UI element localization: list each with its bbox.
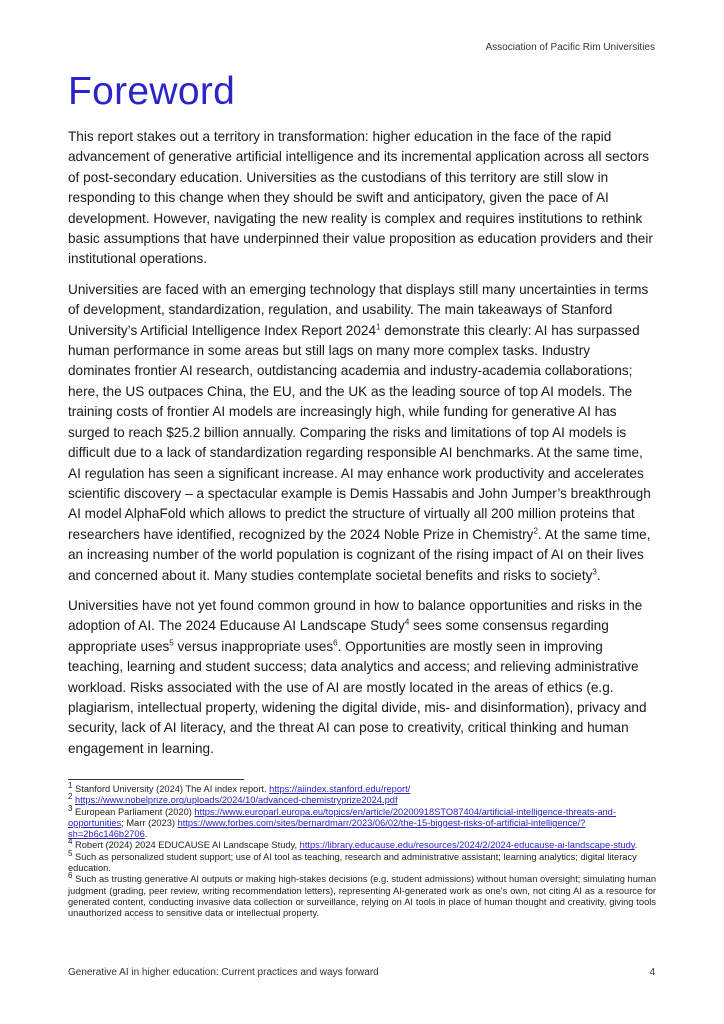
footnote-ref-1[interactable]: 1 [376, 322, 381, 332]
footnote-2: $^2$ https://www.nobelprize.org/uploads/2024/10/advanced-chemistryprize2024.pdf [68, 792, 398, 806]
footnote-divider [68, 779, 244, 780]
body-text [68, 127, 656, 769]
footnote-ref-6[interactable]: 6 [333, 638, 338, 648]
footnotes [68, 780, 656, 920]
paragraph-2-text-d: . [596, 567, 601, 583]
footnote-1-link[interactable]: https://aiindex.stanford.edu/report/ [269, 784, 411, 794]
footnote-3: $^3$ European Parliament (2020) https://www.europarl.europa.eu/topics/en/article/20200918STO87404/artificial-intelligence-threats-and-opportunities; Marr (2023) https://www.forbes.com/sites/bernardmarr/2023/06/02/the-15-biggest-risks-of-artificial-intelligence/?sh=2b6c146b2706. [68, 803, 616, 840]
paragraph-2-text-c: . At the same time, an increasing number of the world population is cognizant of the rising impact of AI on their lives and concerned about it. Many studies contemplate societal benefits and risks to society [68, 526, 651, 583]
footnote-2-link[interactable]: https://www.nobelprize.org/uploads/2024/10/advanced-chemistryprize2024.pdf [75, 795, 398, 806]
footnote-ref-4[interactable]: 4 [404, 617, 410, 627]
footnote-3-link-1[interactable]: https://www.europarl.europa.eu/topics/en/article/20200918STO87404/artificial-intelligence-threats-and-opportunities [68, 806, 616, 828]
footnote-ref-2[interactable]: 2 [533, 526, 538, 536]
paragraph-3-text-c: versus inappropriate uses [173, 638, 334, 654]
footer-report-title: Generative AI in higher education: Current practices and ways forward [68, 967, 379, 978]
page-title: Foreword [68, 70, 236, 113]
paragraph-3-text-d: . Opportunities are mostly seen in improving teaching, learning and student success; data analytics and access; and relieving administrative workload. Risks associated with the use of AI are mostly located in the areas of ethics (e.g. plagiarism, intellectual property, widening the digital divide, mis- and disinformation), privacy and security, lack of AI literacy, and the threat AI can pose to creativity, critical thinking and human engagement in learning. [68, 638, 647, 756]
footnote-6: $^6$ Such as trusting generative AI outputs or making high-stakes decisions (e.g. student admissions) without human oversight; simulating human judgment (grading, peer review, writing recommendation letters), representing AI-generated work as one's own, not citing AI as a resource for generated content, conducting invasive data collection or surveillance, relying on AI tools in place of human thought and creativity, giving tools unauthorized access to sensitive data or intellectual property. [68, 871, 656, 919]
paragraph-2-text-a: Universities are faced with an emerging technology that displays still many uncertainties in terms of development, standardization, regulation, and usability. The main takeaways of Stanford University’s Artificial Intelligence Index Report 2024 [68, 281, 649, 338]
paragraph-2-text-b: demonstrate this clearly: AI has surpassed human performance in some areas but still lags on many more complex tasks. Industry dominates frontier AI research, outdistancing academia and industry-academia collaborations; here, the US outpaces China, the EU, and the UK as the leading source of top AI models. The training costs of frontier AI models are increasingly high, while funding for generative AI has surged to reach $25.2 billion annually. Comparing the risks and limitations of top AI models is difficult due to a lack of standardization regarding responsible AI benchmarks. At the same time, AI regulation has seen a significant increase. AI may enhance work productivity and accelerates scientific discovery – a spectacular example is Demis Hassabis and John Jumper’s breakthrough AI model AlphaFold which allows to predict the structure of virtually all 200 million proteins that researchers have identified, recognized by the 2024 Noble Prize in Chemistry [68, 322, 651, 542]
paragraph-2 [68, 280, 656, 586]
footnote-3-link-2[interactable]: https://www.forbes.com/sites/bernardmarr/2023/06/02/the-15-biggest-risks-of-artificial-intelligence/?sh=2b6c146b2706 [68, 817, 586, 840]
paragraph-3-text-a: Universities have not yet found common ground in how to balance opportunities and risks in the adoption of AI. The 2024 Educause AI Landscape Study [68, 597, 643, 634]
page-number: 4 [649, 967, 655, 978]
footnote-4-link[interactable]: https://library.educause.edu/resources/2024/2/2024-educause-ai-landscape-study [299, 840, 635, 851]
header-organization: Association of Pacific Rim Universities [485, 42, 655, 53]
footnote-4: $^4$ Robert (2024) 2024 EDUCAUSE AI Landscape Study, https://library.educause.edu/resources/2024/2/2024-educause-ai-landscape-study. [68, 837, 638, 851]
paragraph-3 [68, 596, 656, 759]
footnote-5: $^5$ Such as personalized student support; use of AI tool as teaching, research and administrative assistant; learning analytics; digital literacy education. [68, 848, 637, 874]
footnote-1: $^1$ Stanford University (2024) The AI index report. https://aiindex.stanford.edu/report/ [68, 780, 411, 794]
footnote-ref-3[interactable]: 3 [592, 567, 597, 576]
footnote-ref-5[interactable]: 5 [169, 638, 174, 648]
paragraph-1: This report stakes out a territory in transformation: higher education in the face of the rapid advancement of generative artificial intelligence and its incremental application across all sectors of post-secondary education. Universities as the custodians of this territory are still slow in responding to this change when they should be swift and anticipatory, given the pace of AI development. However, navigating the new reality is complex and requires institutions to rethink basic assumptions that have underpinned their value proposition as education providers and their institutional operations. [68, 129, 653, 267]
paragraph-3-text-b: sees some consensus regarding appropriate uses [68, 618, 609, 654]
